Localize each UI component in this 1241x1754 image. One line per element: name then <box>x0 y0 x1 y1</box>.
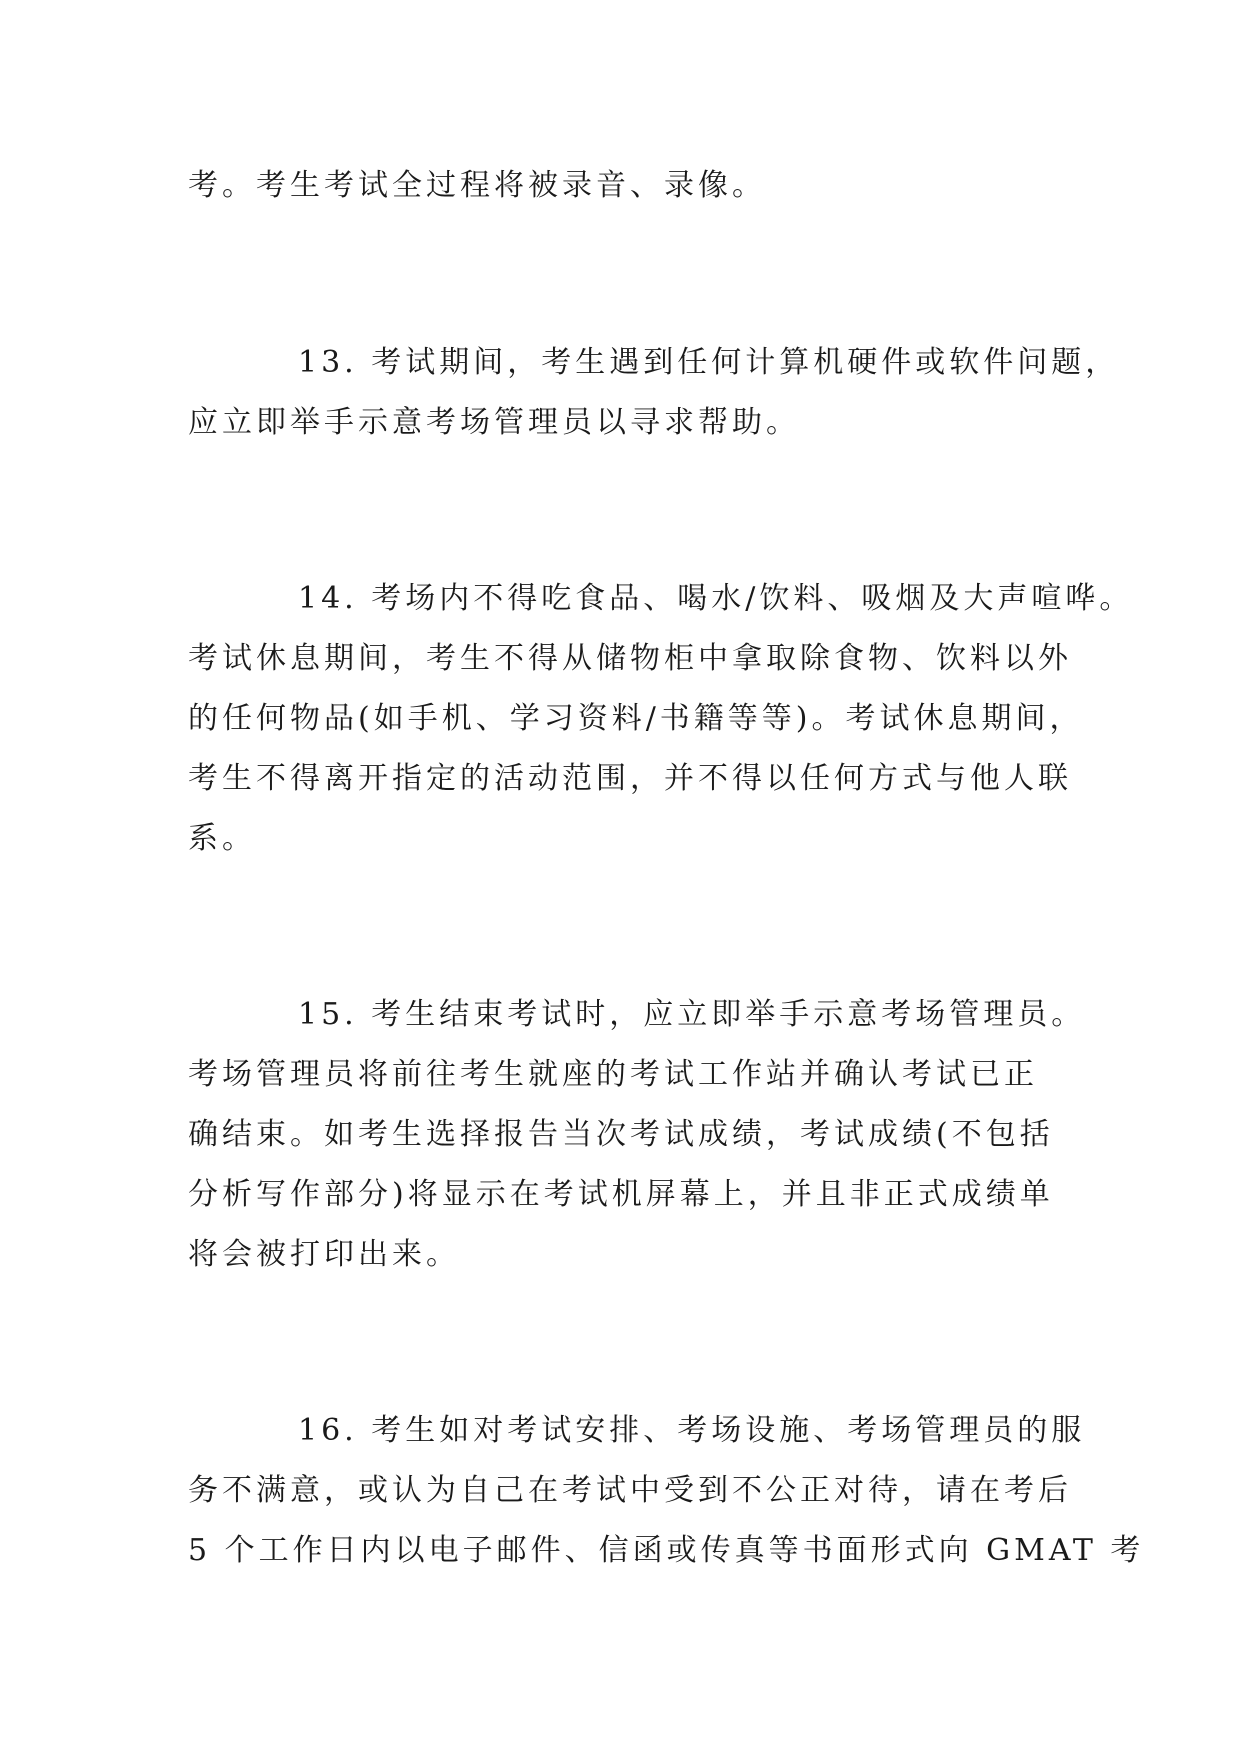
paragraph-14-line-2: 考试休息期间，考生不得从储物柜中拿取除食物、饮料以外 <box>188 641 1072 676</box>
paragraph-15-line-1: 15. 考生结束考试时，应立即举手示意考场管理员。 <box>298 997 1086 1032</box>
paragraph-14-line-3: 的任何物品(如手机、学习资料/书籍等等)。考试休息期间， <box>188 701 1084 736</box>
paragraph-16-line-3: 5 个工作日内以电子邮件、信函或传真等书面形式向 GMAT 考 <box>188 1533 1145 1568</box>
paragraph-15-line-2: 考场管理员将前往考生就座的考试工作站并确认考试已正 <box>188 1057 1038 1092</box>
paragraph-12-line-end: 考。考生考试全过程将被录音、录像。 <box>188 168 766 203</box>
paragraph-15-line-5: 将会被打印出来。 <box>188 1237 460 1272</box>
paragraph-13-line-1: 13. 考试期间，考生遇到任何计算机硬件或软件问题， <box>298 345 1120 380</box>
paragraph-16-line-1: 16. 考生如对考试安排、考场设施、考场管理员的服 <box>298 1413 1086 1448</box>
paragraph-14-line-4: 考生不得离开指定的活动范围，并不得以任何方式与他人联 <box>188 761 1072 796</box>
paragraph-15-line-4: 分析写作部分)将显示在考试机屏幕上，并且非正式成绩单 <box>188 1177 1054 1212</box>
paragraph-16-line-2: 务不满意，或认为自己在考试中受到不公正对待，请在考后 <box>188 1473 1072 1508</box>
paragraph-13-line-2: 应立即举手示意考场管理员以寻求帮助。 <box>188 405 800 440</box>
paragraph-14-line-1: 14. 考场内不得吃食品、喝水/饮料、吸烟及大声喧哗。 <box>298 581 1134 616</box>
paragraph-14-line-5: 系。 <box>188 821 256 856</box>
paragraph-15-line-3: 确结束。如考生选择报告当次考试成绩，考试成绩(不包括 <box>188 1117 1054 1152</box>
